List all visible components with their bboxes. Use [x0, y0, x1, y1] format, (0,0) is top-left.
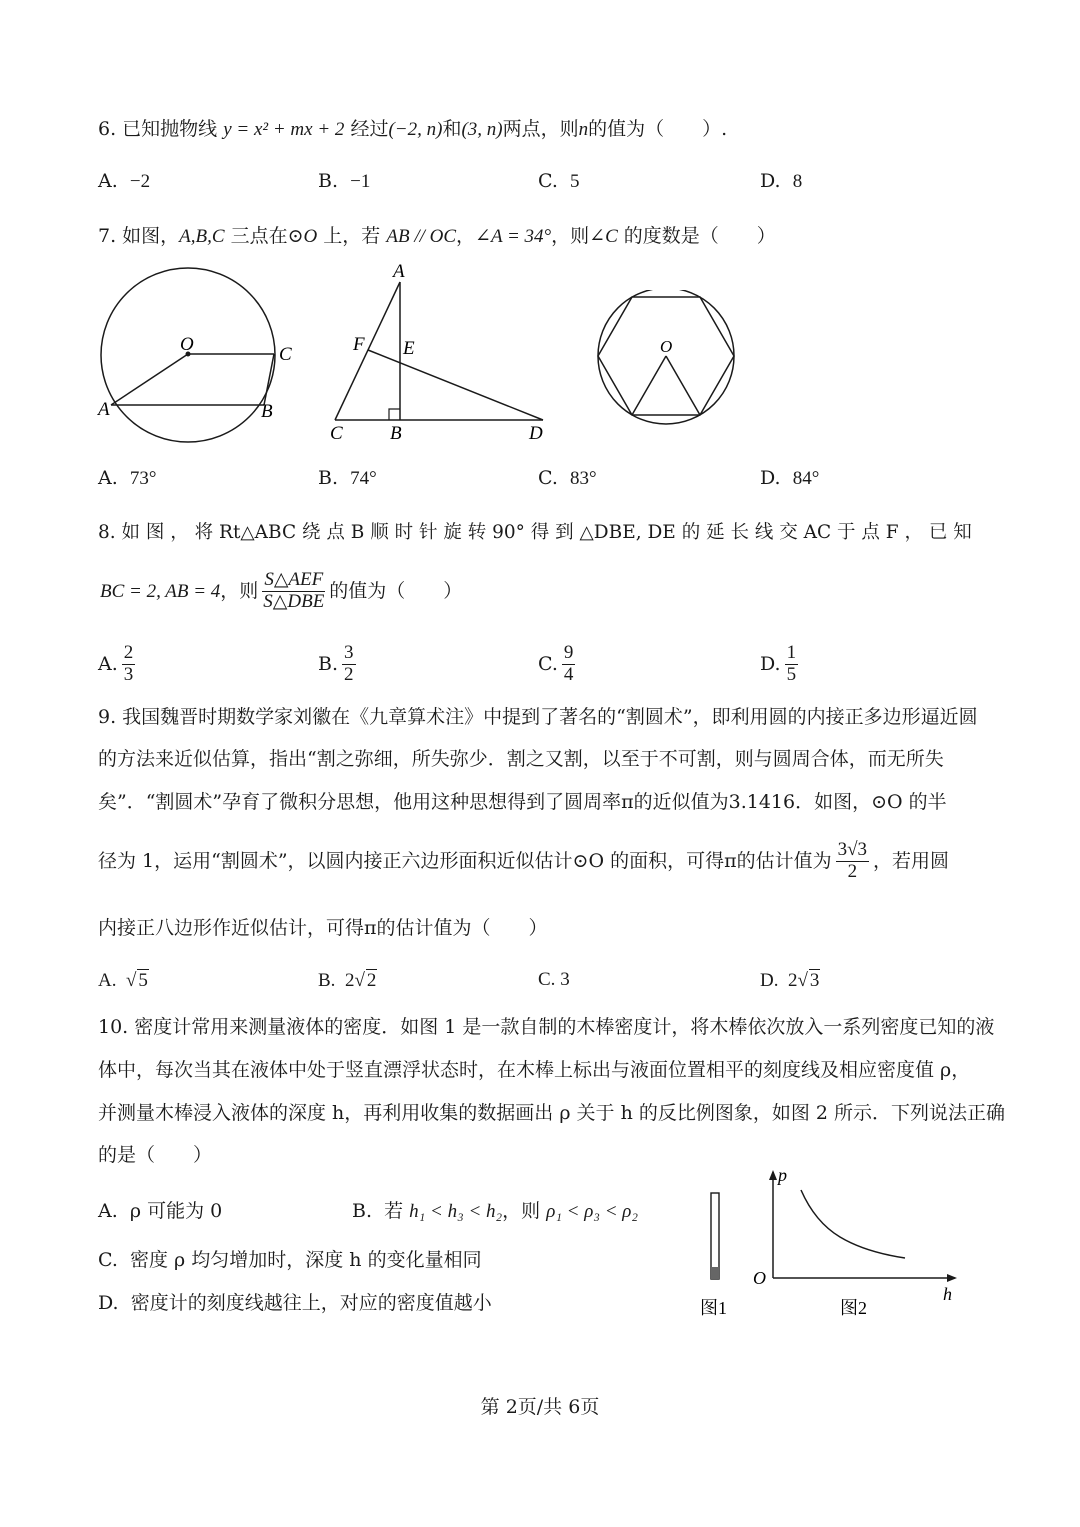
option-label: D.: [760, 170, 781, 192]
q7-suffix: 的度数是（ ）: [617, 225, 776, 247]
option-label: D.: [760, 467, 781, 489]
q10-option-c: [98, 1245, 482, 1272]
q7-hexagon-figure: [592, 290, 742, 435]
q9-estimate-fraction: [836, 840, 869, 883]
q7-option-c: [538, 467, 597, 490]
q7-option-b: [318, 467, 377, 490]
option-label: C.: [538, 969, 556, 990]
segment-oa: [111, 354, 188, 405]
option-label: C.: [98, 1249, 118, 1271]
inverse-curve: [801, 1190, 905, 1258]
label-c: C: [330, 423, 343, 444]
q9-option-c: [538, 969, 570, 991]
frac-num: 3√3: [837, 839, 868, 860]
q7-option-d: [760, 467, 819, 490]
q8-mid: ，则: [220, 579, 259, 602]
segment-bc: [264, 354, 274, 405]
option-label: B.: [352, 1200, 373, 1222]
frac-num: 2: [123, 642, 134, 663]
option-fraction: [342, 643, 356, 686]
q7-mid3: ，: [456, 225, 476, 247]
option-label: C.: [538, 653, 558, 676]
q8-option-d: [760, 643, 802, 686]
q6-var: n: [578, 119, 589, 140]
frac-num: 3: [344, 642, 354, 663]
q8-suffix: 的值为（ ）: [329, 579, 463, 602]
option-result: ρ₁ < ρ₃ < ρ₂: [546, 1201, 639, 1222]
q7-stem: [98, 227, 776, 246]
option-label: A.: [98, 1200, 118, 1222]
q9-line1: 9. 我国魏晋时期数学家刘徽在《九章算术注》中提到了著名的“割圆术”，即利用圆的内接正多边形逼近圆: [98, 706, 978, 728]
q6-option-b: [318, 170, 370, 193]
label-d: D: [529, 423, 543, 444]
fig2-caption: 图2: [840, 1298, 867, 1318]
q8-option-b: [318, 643, 360, 686]
q7-angle: ∠A = 34°: [475, 226, 552, 247]
option-fraction: [122, 643, 136, 686]
option-label: C.: [538, 170, 558, 192]
q9-line4-suffix: ，若用圆: [873, 849, 950, 872]
frac-den: 2: [344, 663, 354, 685]
q6-option-d: [760, 170, 802, 193]
option-radicand: 5: [138, 970, 148, 991]
label-b: B: [261, 401, 273, 422]
q7-prefix: 7. 如图，: [98, 225, 180, 247]
frac-num: 9: [563, 642, 574, 663]
option-text: 8: [792, 171, 803, 192]
option-text: −1: [350, 171, 371, 192]
q9-line4-prefix: 径为 1，运用“割圆术”，以圆内接正六边形面积近似估计⊙O 的面积，可得π的估计值为: [98, 849, 832, 872]
option-mid: ，则: [502, 1200, 541, 1222]
wooden-stick: [711, 1193, 719, 1279]
radius-left: [632, 356, 666, 415]
radius-right: [666, 356, 700, 415]
option-label: A.: [98, 653, 118, 676]
option-label: B.: [318, 653, 339, 676]
q6-point2: (3, n): [461, 119, 503, 140]
option-label: D.: [98, 1292, 119, 1314]
frac-num: 1: [786, 642, 797, 663]
option-label: B.: [318, 467, 339, 489]
label-e: E: [403, 338, 415, 359]
q9-line3: 矣”．“割圆术”孕育了微积分思想，他用这种思想得到了圆周率π的近似值为3.1416．如图，⊙O 的半: [98, 791, 947, 813]
option-fraction: [562, 643, 576, 686]
q6-stem: [98, 120, 727, 139]
option-label: D.: [760, 970, 779, 991]
option-fraction: [785, 643, 799, 686]
q7-mid1: 三点在: [224, 225, 288, 247]
q8-line2: [100, 570, 462, 613]
q7-option-a: [98, 467, 156, 490]
q9-option-d: D. 2√ 3: [760, 970, 820, 991]
q9-option-b: B. 2√ 2: [318, 970, 377, 991]
option-text: −2: [129, 171, 151, 192]
option-label: B.: [318, 170, 339, 192]
option-coef: 2: [787, 970, 798, 991]
q10-line4: 的是（ ）: [98, 1144, 213, 1166]
label-c: C: [279, 344, 292, 365]
axis-x-label: h: [943, 1284, 952, 1304]
q10-graph-figure: [745, 1160, 965, 1330]
right-angle-mark: [389, 409, 400, 420]
option-text: 74°: [350, 468, 377, 489]
q8-ratio-den: S△DBE: [263, 590, 325, 612]
option-radicand: 2: [366, 970, 377, 991]
frac-den: 3: [123, 663, 134, 685]
q9-line4: [98, 840, 949, 883]
q8-line1: 8. 如 图 ， 将 Rt△ABC 绕 点 B 顺 时 针 旋 转 90° 得 到 △DBE, DE 的 延 长 线 交 AC 于 点 F ， 已 知: [98, 522, 972, 543]
page-number: 第 2页/共 6页: [480, 1396, 600, 1418]
option-label: A.: [98, 970, 117, 991]
option-text: 84°: [792, 468, 820, 489]
q7-parallel: AB // OC: [386, 226, 457, 247]
option-text: 73°: [129, 468, 157, 489]
q6-mid2: 和: [442, 118, 462, 140]
frac-den: 2: [847, 860, 858, 882]
option-text: 密度 ρ 均匀增加时，深度 h 的变化量相同: [130, 1249, 482, 1271]
frac-den: 5: [786, 663, 797, 685]
option-text: ρ 可能为 0: [129, 1200, 223, 1222]
option-text: 5: [570, 171, 580, 192]
q8-ratio: [262, 570, 325, 613]
q6-prefix: 6. 已知抛物线: [98, 118, 224, 140]
q7-mid4: ，则: [551, 225, 590, 247]
option-text: 密度计的刻度线越往上，对应的密度值越小: [130, 1292, 492, 1314]
option-condition: h₁ < h₃ < h₂: [409, 1201, 503, 1222]
q10-option-b: [352, 1196, 638, 1223]
q6-formula: y = x² + mx + 2: [223, 119, 345, 140]
q7-target: ∠C: [589, 226, 618, 247]
q8-given: BC = 2, AB = 4: [100, 580, 221, 602]
q7-circle: ⊙O: [287, 226, 318, 247]
q8-option-a: [98, 643, 139, 686]
q10-line1: 10. 密度计常用来测量液体的密度．如图 1 是一款自制的木棒密度计，将木棒依次放入一系列密度已知的液: [98, 1016, 995, 1038]
option-pre: 若: [384, 1200, 404, 1222]
stick-weight: [711, 1267, 719, 1279]
q9-option-a: A. √ 5: [98, 970, 148, 991]
label-b: B: [390, 423, 402, 444]
q7-circle-figure: [96, 265, 296, 450]
q6-option-a: [98, 170, 150, 193]
origin-label: O: [753, 1268, 766, 1288]
q7-mid2: 上，若: [317, 225, 387, 247]
option-radicand: 3: [809, 970, 820, 991]
label-o: O: [180, 334, 194, 355]
axis-y-label: p: [778, 1165, 787, 1185]
x-axis-arrow: [947, 1274, 957, 1282]
y-axis-arrow: [769, 1170, 777, 1180]
option-label: D.: [760, 653, 781, 676]
segment-ac: [335, 282, 400, 420]
option-text: 83°: [570, 468, 597, 489]
q10-option-d: [98, 1288, 492, 1315]
q9-line2: 的方法来近似估算，指出“割之弥细，所失弥少．割之又割，以至于不可割，则与圆周合体，而无所失: [98, 748, 944, 770]
q10-hydrometer-figure: [700, 1185, 740, 1325]
option-label: A.: [98, 467, 118, 489]
option-text: 3: [560, 969, 570, 990]
q9-line5: 内接正八边形作近似估计，可得π的估计值为（ ）: [98, 917, 548, 939]
q10-line3: 并测量木棒浸入液体的深度 h，再利用收集的数据画出 ρ 关于 h 的反比例图象，如图 2 所示．下列说法正确: [98, 1102, 1006, 1124]
option-label: B.: [318, 970, 336, 991]
q6-point1: (−2, n): [388, 119, 443, 140]
label-f: F: [353, 334, 365, 355]
q6-mid3: 两点，则: [502, 118, 579, 140]
q8-ratio-num: S△AEF: [264, 569, 324, 590]
q10-option-a: [98, 1196, 222, 1223]
q10-line2: 体中，每次当其在液体中处于竖直漂浮状态时，在木棒上标出与液面位置相平的刻度线及相应密度值 ρ，: [98, 1059, 971, 1081]
option-label: A.: [98, 170, 118, 192]
q7-points: A,B,C: [179, 226, 225, 247]
label-a: A: [98, 399, 110, 420]
fig1-caption: 图1: [700, 1298, 727, 1318]
q8-option-c: [538, 643, 579, 686]
q7-triangle-figure: [325, 255, 555, 450]
q6-suffix: 的值为（ ）.: [588, 118, 728, 140]
frac-den: 4: [563, 663, 574, 685]
q6-mid1: 经过: [344, 118, 389, 140]
label-o: O: [660, 337, 673, 356]
label-a: A: [393, 261, 405, 282]
option-label: C.: [538, 467, 558, 489]
option-coef: 2: [344, 970, 355, 991]
q6-option-c: [538, 170, 580, 193]
